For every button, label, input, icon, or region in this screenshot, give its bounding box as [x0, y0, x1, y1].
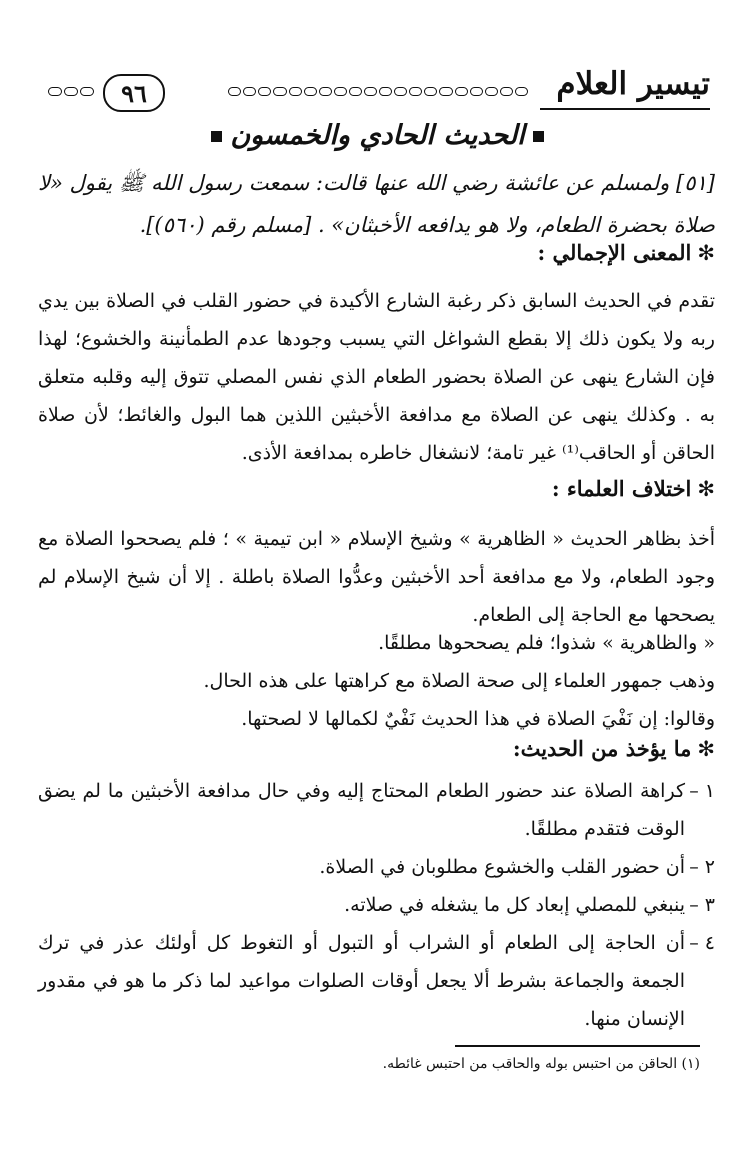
hadith-text: [٥١] ولمسلم عن عائشة رضي الله عنها قالت: سمعت رسول الله ﷺ يقول «لا صلاة بحضرة الطعام، ولا هو يدافعه الأخبثان» . [مسلم رقم (٥٦٠)].	[38, 171, 715, 237]
asterisk-icon: ✻	[697, 241, 715, 265]
asterisk-icon: ✻	[697, 477, 715, 501]
list-item	[38, 848, 715, 886]
square-bullet-icon	[533, 131, 544, 142]
lessons-list	[38, 772, 715, 1038]
square-bullet-icon	[211, 131, 222, 142]
list-item	[38, 886, 715, 924]
list-item-text: كراهة الصلاة عند حضور الطعام المحتاج إليه وفي حال مدافعة الأخبثين ما لم يضق الوقت فتقدم مطلقًا.	[38, 780, 685, 840]
decorative-chain-small	[48, 87, 94, 99]
list-item	[38, 924, 715, 1038]
title-underline	[540, 108, 710, 110]
section-heading-scholars-dispute: ✻اختلاف العلماء :	[551, 476, 715, 501]
dispute-line-1: « والظاهرية » شذوا؛ فلم يصححوها مطلقًا.	[378, 632, 715, 654]
asterisk-icon: ✻	[697, 737, 715, 761]
dispute-line-3: وقالوا: إن نَفْيَ الصلاة في هذا الحديث نَفْيٌ لكمالها لا لصحتها.	[241, 708, 715, 730]
decorative-chain	[228, 87, 528, 99]
list-number: ٤ –	[689, 932, 715, 954]
list-number: ٢ –	[689, 856, 715, 878]
footnote-divider	[455, 1045, 700, 1047]
list-item-text: أن الحاجة إلى الطعام أو الشراب أو التبول أو التغوط كل أولئك عذر في ترك الجمعة والجماعة بشرط ألا يجعل أوقات الصلوات مواعيد لما ذكر ما هو في مقدور الإنسان منها.	[38, 932, 685, 1030]
section-heading-general-meaning: ✻المعنى الإجمالي :	[537, 240, 715, 265]
list-item-text: ينبغي للمصلي إبعاد كل ما يشغله في صلاته.	[344, 894, 685, 916]
general-meaning-body: تقدم في الحديث السابق ذكر رغبة الشارع الأكيدة في حضور القلب في الصلاة بين يدي ربه ولا يكون ذلك إلا بقطع الشواغل التي يسبب وجودها عدم الطمأنينة والخشوع؛ لهذا فإن الشارع ينهى عن الصلاة بحضور الطعام الذي نفس المصلي تتوق إليه وقلبه متعلق به . وكذلك ينهى عن الصلاة مع مدافعة الأخبثين اللذين هما البول والغائط؛ لأن صلاة الحاقن أو الحاقب⁽¹⁾ غير تامة؛ لانشغال خاطره بمدافعة الأذى.	[38, 290, 715, 464]
hadith-heading	[0, 120, 755, 151]
hadith-heading-text: الحديث الحادي والخمسون	[230, 120, 525, 151]
list-number: ٣ –	[689, 894, 715, 916]
section-heading-lessons: ✻ما يؤخذ من الحديث:	[512, 736, 715, 761]
page-number: ٩٦	[103, 74, 165, 112]
scholars-dispute-body: أخذ بظاهر الحديث « الظاهرية » وشيخ الإسلام « ابن تيمية » ؛ فلم يصححوا الصلاة مع وجود الطعام، ولا مع مدافعة أحد الأخبثين وعدُّوا الصلاة باطلة . إلا أن شيخ الإسلام لم يصححها مع الحاجة إلى الطعام.	[38, 528, 715, 626]
book-title: تيسير العلام	[556, 66, 710, 102]
list-number: ١ –	[689, 780, 715, 802]
list-item-text: أن حضور القلب والخشوع مطلوبان في الصلاة.	[319, 856, 685, 878]
dispute-line-2: وذهب جمهور العلماء إلى صحة الصلاة مع كراهتها على هذه الحال.	[203, 670, 715, 692]
list-item	[38, 772, 715, 848]
footnote: (١) الحاقن من احتبس بوله والحاقب من احتبس غائطه.	[382, 1056, 700, 1072]
